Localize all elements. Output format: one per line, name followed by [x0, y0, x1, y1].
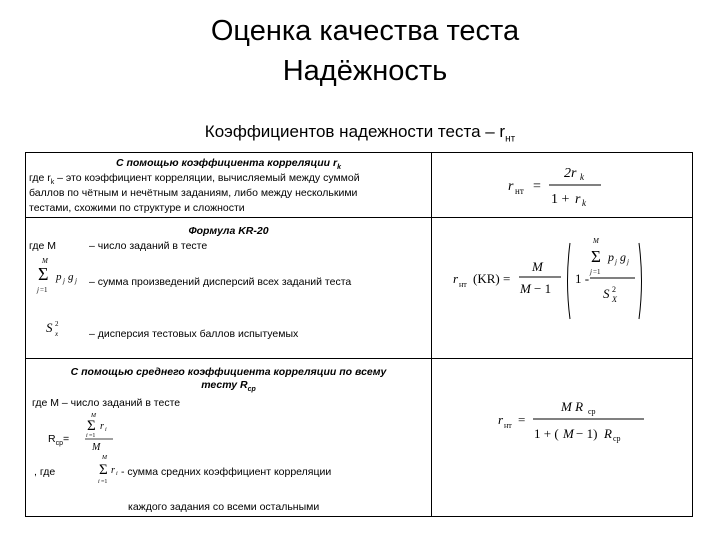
subtitle [180, 122, 540, 144]
svg-text:j: j [590, 268, 592, 276]
section3-heading-line2: тесту $R_{ср}$ [201, 379, 256, 394]
formula-kr20 [451, 231, 666, 331]
svg-text:=: = [518, 412, 526, 427]
svg-text:k: k [580, 172, 584, 182]
svg-text:2: 2 [612, 285, 616, 294]
svg-text:S: S [603, 286, 610, 301]
svg-text:i: i [105, 427, 107, 433]
svg-text:i: i [98, 479, 100, 485]
svg-text:=1: =1 [89, 433, 96, 439]
svg-text:− 1: − 1 [534, 281, 552, 296]
svg-text:p: p [56, 271, 62, 283]
svg-text:r: r [575, 192, 581, 207]
svg-text:=1: =1 [40, 286, 48, 294]
svg-text:2: 2 [55, 320, 59, 328]
section2-m-desc: – число заданий в тесте [89, 240, 208, 252]
svg-text:k: k [582, 198, 586, 208]
svg-text:j: j [37, 286, 39, 294]
svg-text:M: M [593, 237, 599, 245]
section3-where2: , где [34, 466, 56, 478]
svg-text:Σ: Σ [591, 247, 601, 266]
section3-heading-line1: С помощью среднего коэффициента корреляции по всему [70, 366, 387, 378]
svg-text:X: X [612, 295, 617, 304]
sx2-symbol [44, 318, 74, 340]
rcp-fraction [81, 411, 126, 456]
svg-text:g: g [68, 271, 74, 283]
svg-text:(KR) =: (KR) = [473, 271, 511, 286]
section3-where-m: где М – число заданий в тесте [32, 397, 181, 409]
svg-text:Σ: Σ [38, 264, 49, 284]
svg-text:j: j [75, 277, 77, 285]
svg-text:p: p [608, 250, 614, 264]
svg-text:i: i [116, 471, 118, 477]
formula-avg-correlation [496, 393, 656, 448]
section3-sum-desc: - сумма средних коэффициент корреляции [121, 466, 332, 478]
svg-text:Σ: Σ [99, 462, 108, 478]
section2-var-desc: – дисперсия тестовых баллов испытуемых [89, 328, 299, 340]
section2-where-m: где М [29, 240, 56, 252]
section2-heading: Формула KR-20 [188, 225, 269, 237]
subtitle-subscript: нт [505, 133, 516, 145]
svg-text:M: M [532, 259, 543, 274]
svg-text:ср: ср [588, 407, 596, 416]
svg-text:r: r [508, 179, 514, 194]
svg-text:R: R [604, 426, 612, 441]
svg-text:g: g [620, 250, 626, 264]
svg-text:1 + (: 1 + ( [534, 426, 559, 441]
svg-text:1 -: 1 - [575, 271, 590, 286]
formula-split-half [506, 159, 616, 211]
row-divider-2 [26, 358, 692, 359]
column-divider [431, 153, 432, 516]
svg-text:r: r [498, 412, 504, 427]
svg-text:j: j [63, 277, 65, 285]
svg-text:=1: =1 [593, 268, 601, 276]
svg-text:M: M [102, 455, 107, 461]
svg-text:M R: M R [561, 399, 584, 414]
svg-text:=1: =1 [101, 479, 108, 485]
svg-text:M: M [92, 442, 101, 453]
sum-pjgj-symbol [34, 256, 94, 296]
section1-line1: где $r_k$ – это коэффициент корреляции, вычисляемый между суммой [29, 172, 360, 187]
svg-text:=: = [533, 179, 541, 194]
svg-text:нт: нт [459, 280, 467, 289]
section1-line3: тестами, схожими по структуре и сложности [29, 202, 245, 214]
slide-title-line1: Оценка качества теста [210, 15, 520, 47]
svg-text:− 1): − 1) [576, 426, 598, 441]
svg-text:M: M [42, 257, 48, 265]
svg-text:1 +: 1 + [551, 192, 570, 207]
svg-text:нт: нт [515, 186, 524, 196]
svg-text:r: r [453, 271, 459, 286]
svg-text:M: M [563, 426, 574, 441]
section3-last-line: каждого задания со всеми остальными [128, 501, 320, 513]
svg-text:Σ: Σ [87, 418, 96, 434]
slide-title-line2: Надёжность [282, 55, 448, 87]
svg-text:нт: нт [504, 421, 512, 430]
svg-text:x: x [55, 330, 59, 338]
section2-sum-desc: – сумма произведений дисперсий всех заданий теста [89, 276, 352, 288]
svg-text:2r: 2r [564, 166, 577, 181]
row-divider-1 [26, 217, 692, 218]
svg-text:j: j [627, 258, 629, 266]
svg-text:r: r [100, 421, 104, 432]
svg-text:j: j [615, 258, 617, 266]
rcp-label: $R_{ср}=$ [48, 433, 70, 448]
svg-text:r: r [111, 465, 115, 476]
section1-line2: баллов по чётным и нечётным заданиям, либо между несколькими [29, 187, 358, 199]
subtitle-text: Коэффициентов надежности теста – r [204, 122, 506, 141]
svg-text:ср: ср [613, 434, 621, 443]
svg-text:M: M [91, 413, 96, 419]
section1-heading: С помощью коэффициента корреляции $r_k$ [115, 157, 342, 172]
reliability-table [25, 152, 693, 517]
svg-text:i: i [86, 433, 88, 439]
svg-text:M: M [520, 281, 531, 296]
svg-text:S: S [46, 320, 53, 335]
